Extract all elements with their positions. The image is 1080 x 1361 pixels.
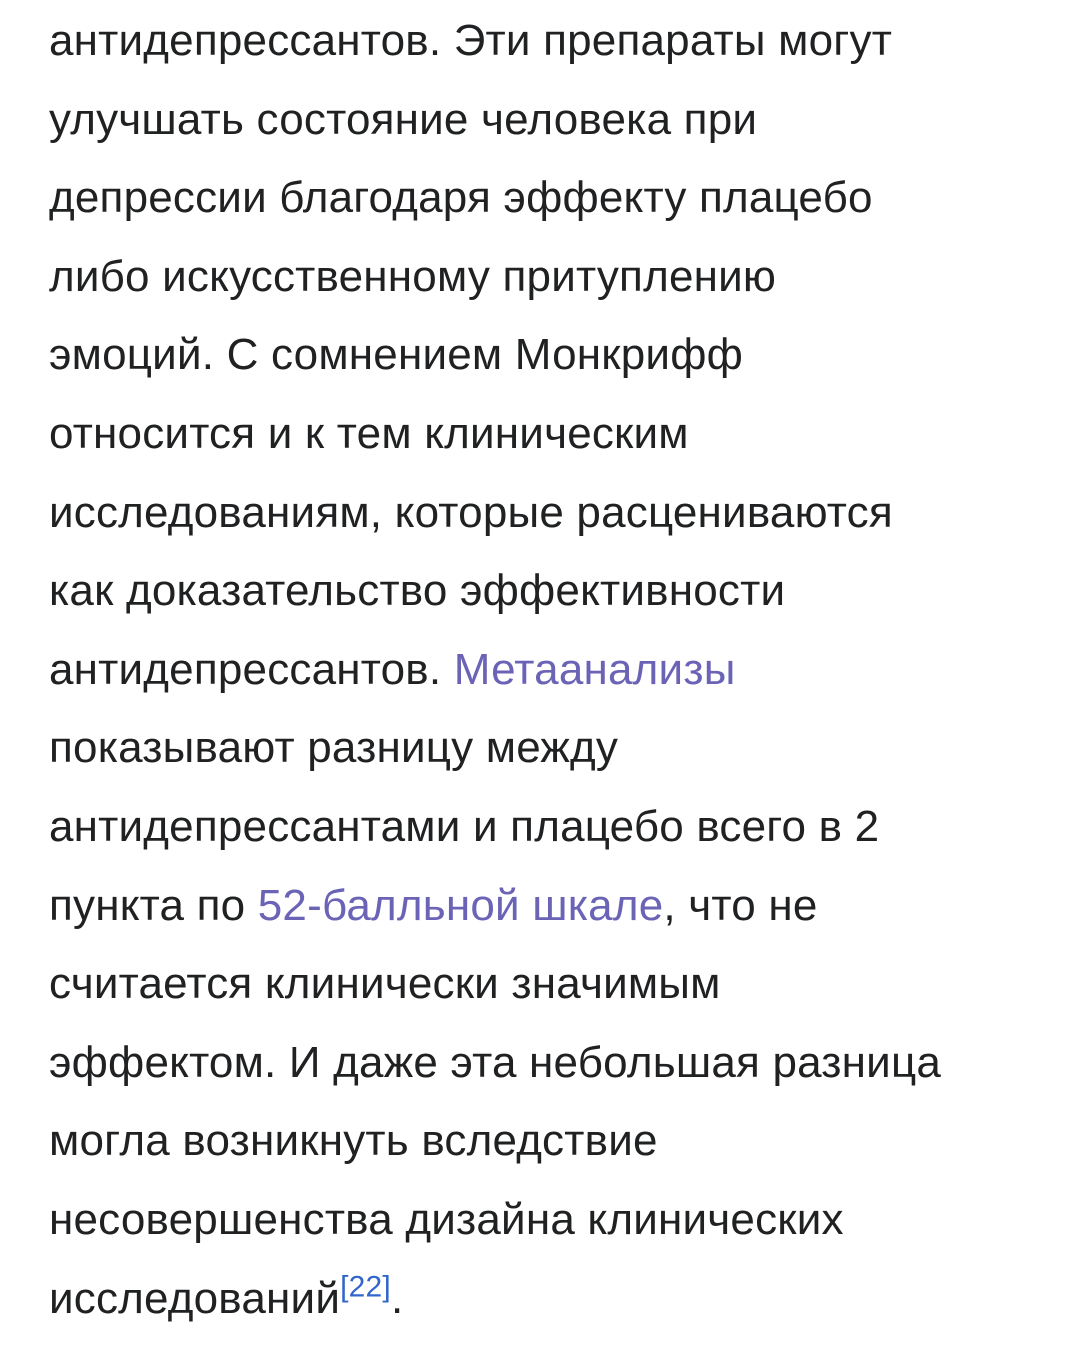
paragraph-line-8: как доказательство эффективности — [49, 566, 786, 616]
paragraph-line-15: могла возникнуть вследствие — [49, 1116, 658, 1166]
paragraph-line-12-after: , что не — [663, 880, 818, 930]
paragraph-line-9 — [49, 631, 1032, 710]
paragraph-line-17-text: исследований — [49, 1273, 341, 1323]
paragraph-line-4: либо искусственному притуплению — [49, 251, 777, 301]
paragraph-line-11: антидепрессантами и плацебо всего в 2 — [49, 801, 880, 851]
paragraph-line-12 — [49, 867, 1032, 946]
paragraph-line-6: относится и к тем клиническим — [49, 408, 689, 458]
paragraph-line-14: эффектом. И даже эта небольшая разница — [49, 1037, 942, 1087]
paragraph-line-17 — [49, 1260, 1032, 1339]
article-paragraph — [49, 0, 1032, 1338]
paragraph-line-2: улучшать состояние человека при — [49, 94, 758, 144]
paragraph-line-10: показывают разницу между — [49, 723, 619, 773]
paragraph-line-1: антидепрессантов. Эти препараты могут — [49, 16, 893, 65]
paragraph-line-3: депрессии благодаря эффекту плацебо — [49, 173, 873, 223]
meta-analysis-link[interactable]: Метаанализы — [453, 644, 736, 694]
paragraph-line-12-before: пункта по — [49, 880, 258, 930]
paragraph-line-13: считается клинически значимым — [49, 959, 721, 1009]
paragraph-line-16: несовершенства дизайна клинических — [49, 1194, 844, 1244]
paragraph-line-5: эмоций. С сомнением Монкрифф — [49, 330, 744, 380]
scale-52-point-link[interactable]: 52-балльной шкале — [257, 880, 664, 930]
paragraph-line-17-end: . — [390, 1273, 404, 1323]
paragraph-line-7: исследованиям, которые расцениваются — [49, 487, 893, 537]
paragraph-line-9-text: антидепрессантов. — [49, 644, 454, 694]
reference-22-link[interactable]: [22] — [340, 1270, 391, 1303]
